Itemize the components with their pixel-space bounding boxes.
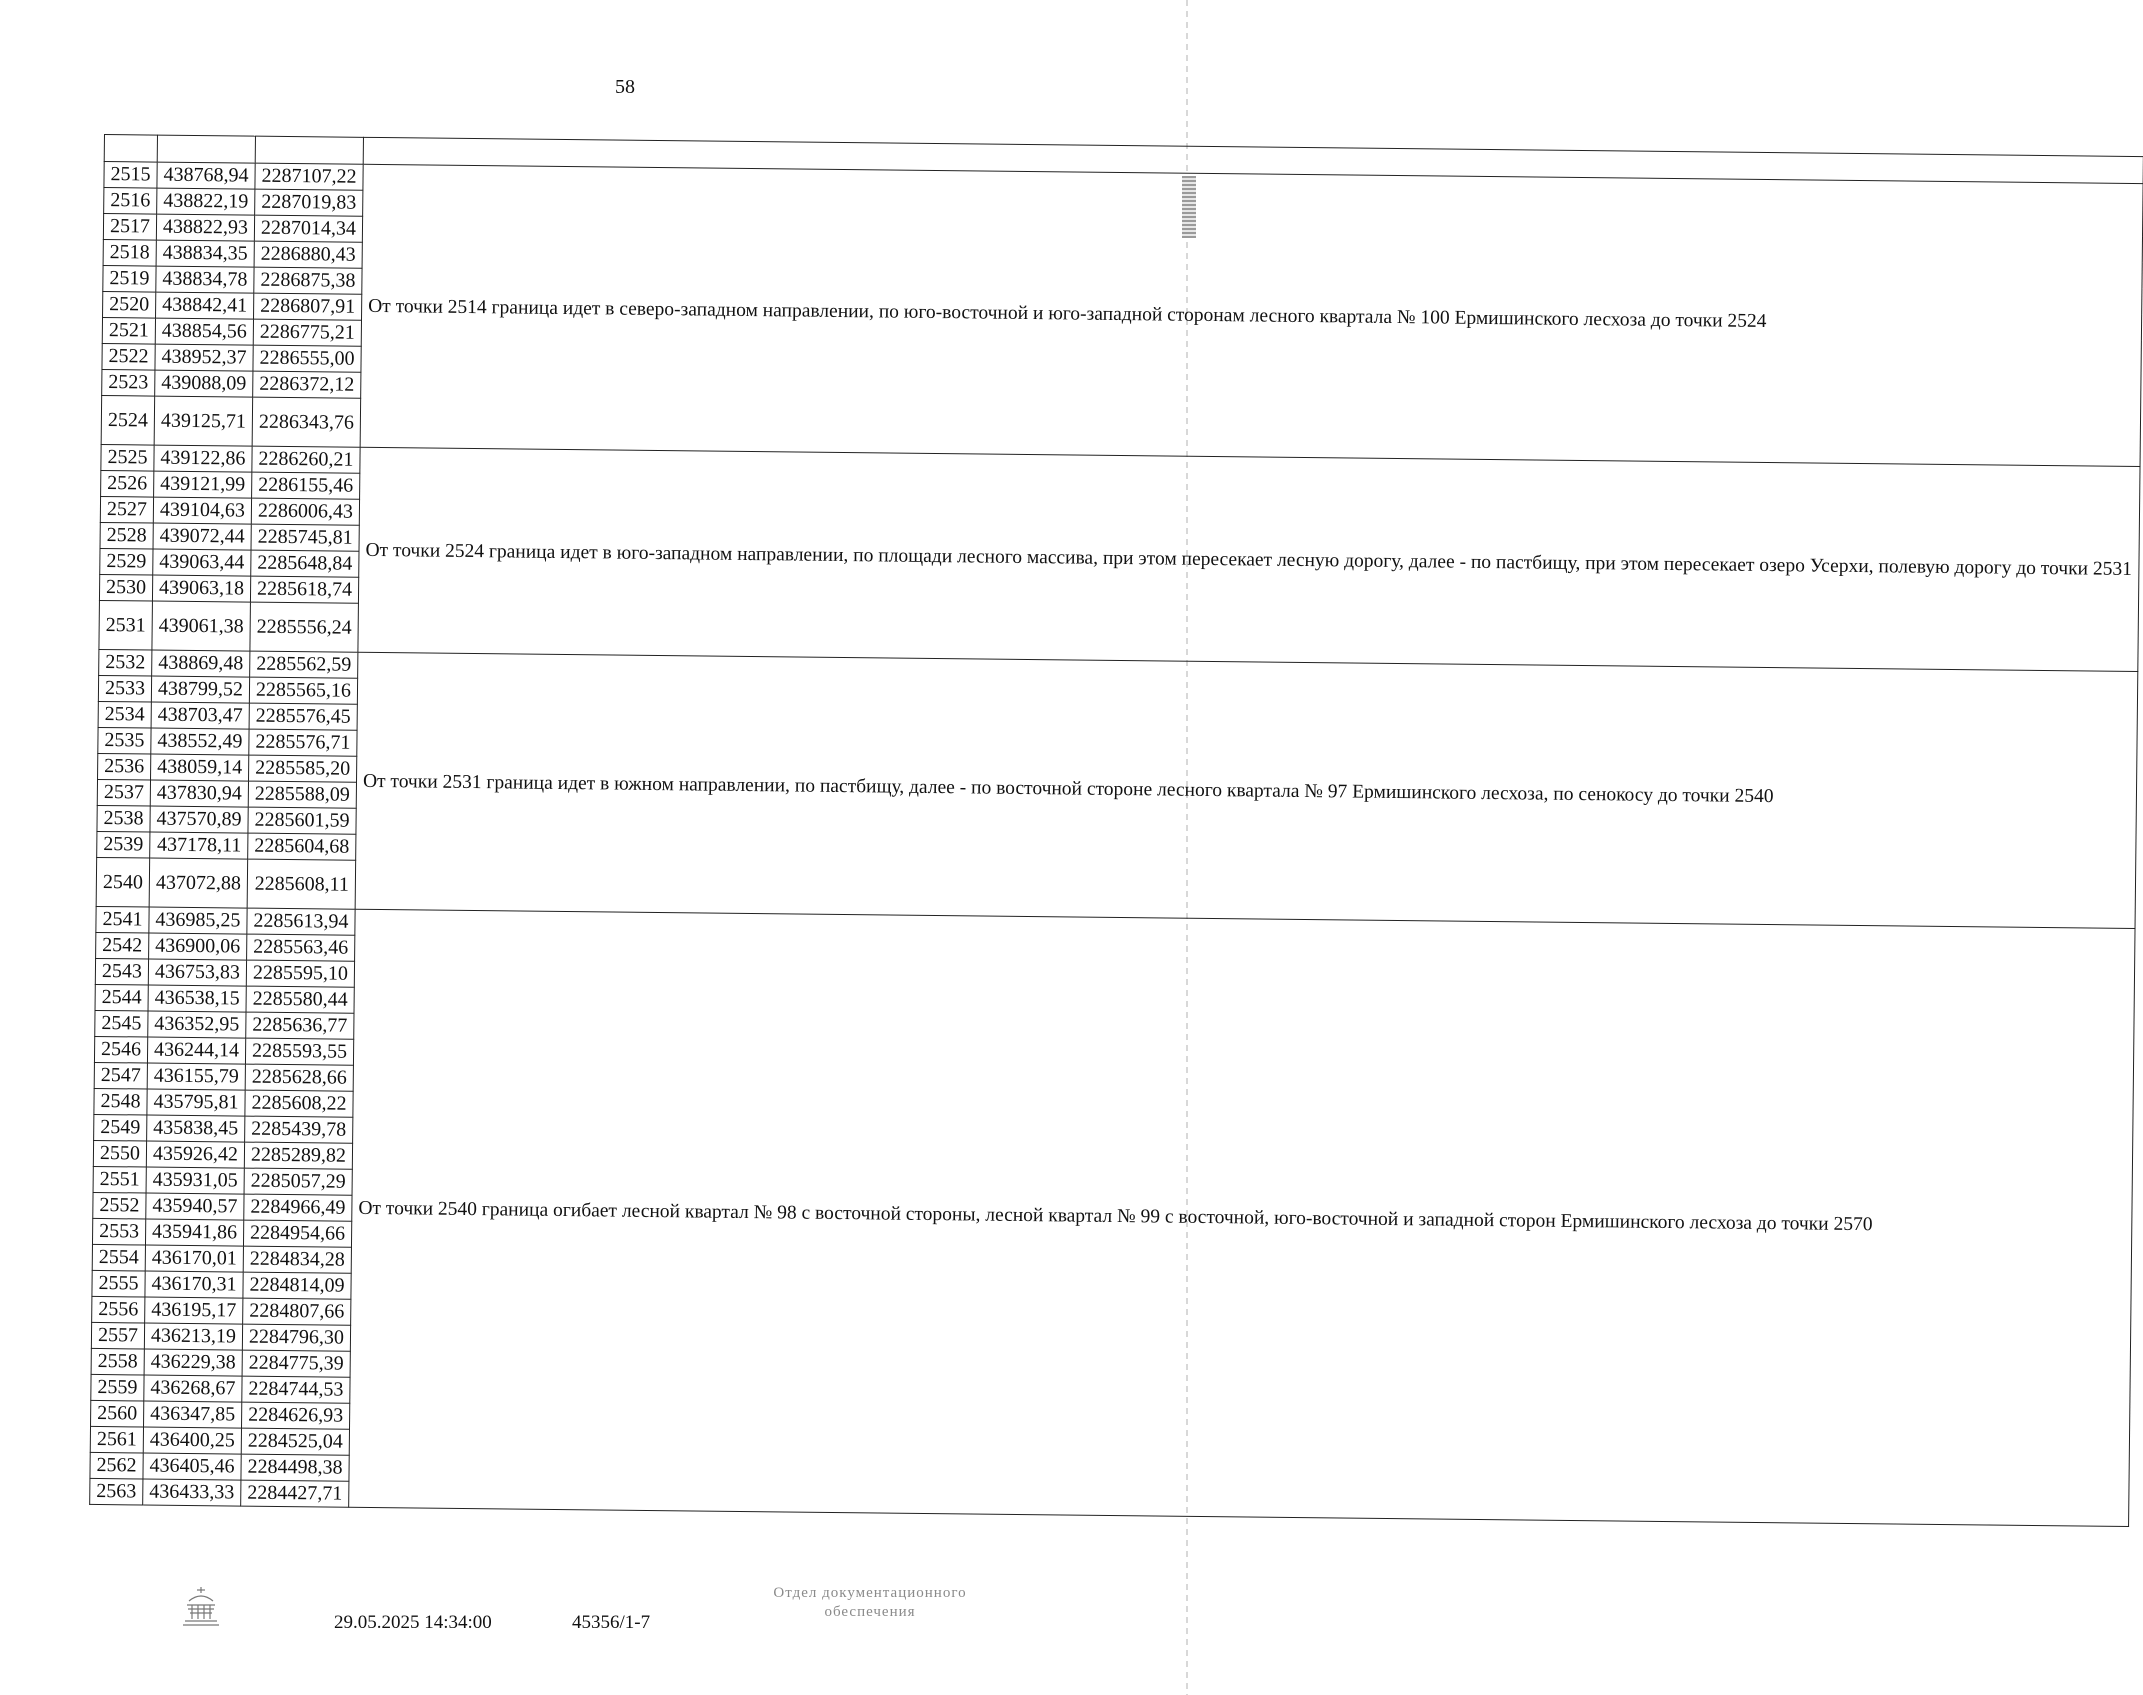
x-coordinate-cell: 436352,95 bbox=[148, 1011, 246, 1038]
header-cell-point bbox=[104, 135, 157, 163]
point-number-cell: 2537 bbox=[97, 779, 150, 806]
point-number-cell: 2523 bbox=[102, 369, 155, 396]
y-coordinate-cell: 2285576,45 bbox=[249, 703, 357, 730]
x-coordinate-cell: 436244,14 bbox=[147, 1037, 245, 1064]
y-coordinate-cell: 2285601,59 bbox=[248, 807, 356, 834]
x-coordinate-cell: 436985,25 bbox=[149, 907, 247, 934]
y-coordinate-cell: 2286372,12 bbox=[253, 371, 361, 398]
point-number-cell: 2520 bbox=[103, 291, 156, 318]
y-coordinate-cell: 2285562,59 bbox=[250, 651, 358, 678]
x-coordinate-cell: 439125,71 bbox=[154, 396, 253, 446]
x-coordinate-cell: 435940,57 bbox=[146, 1193, 244, 1220]
y-coordinate-cell: 2287019,83 bbox=[255, 189, 363, 216]
y-coordinate-cell: 2285057,29 bbox=[244, 1168, 352, 1195]
stamp-line-2: обеспечения bbox=[824, 1604, 916, 1620]
y-coordinate-cell: 2286155,46 bbox=[252, 472, 360, 499]
y-coordinate-cell: 2284498,38 bbox=[241, 1454, 349, 1481]
point-number-cell: 2538 bbox=[97, 805, 150, 832]
y-coordinate-cell: 2285618,74 bbox=[250, 576, 358, 603]
point-number-cell: 2550 bbox=[93, 1140, 146, 1167]
x-coordinate-cell: 437570,89 bbox=[150, 806, 248, 833]
footer-document-number: 45356/1-7 bbox=[572, 1612, 651, 1633]
y-coordinate-cell: 2284814,09 bbox=[243, 1272, 351, 1299]
point-number-cell: 2545 bbox=[95, 1010, 148, 1037]
point-number-cell: 2540 bbox=[96, 857, 150, 907]
point-number-cell: 2527 bbox=[100, 496, 153, 523]
department-stamp bbox=[700, 1584, 1040, 1622]
y-coordinate-cell: 2285648,84 bbox=[251, 550, 359, 577]
stamp-line-1: Отдел документационного bbox=[773, 1585, 967, 1601]
y-coordinate-cell: 2287014,34 bbox=[254, 215, 362, 242]
x-coordinate-cell: 435795,81 bbox=[147, 1089, 245, 1116]
y-coordinate-cell: 2285439,78 bbox=[245, 1116, 353, 1143]
y-coordinate-cell: 2285588,09 bbox=[248, 781, 356, 808]
point-number-cell: 2541 bbox=[96, 906, 149, 933]
y-coordinate-cell: 2287107,22 bbox=[255, 163, 363, 190]
coordinates-table-wrapper bbox=[89, 134, 2143, 1527]
x-coordinate-cell: 435926,42 bbox=[146, 1141, 244, 1168]
point-number-cell: 2561 bbox=[90, 1426, 143, 1453]
y-coordinate-cell: 2285556,24 bbox=[250, 602, 359, 652]
y-coordinate-cell: 2284775,39 bbox=[242, 1350, 350, 1377]
x-coordinate-cell: 436229,38 bbox=[144, 1349, 242, 1376]
y-coordinate-cell: 2285289,82 bbox=[244, 1142, 352, 1169]
x-coordinate-cell: 436213,19 bbox=[144, 1323, 242, 1350]
point-number-cell: 2525 bbox=[101, 444, 154, 471]
point-number-cell: 2544 bbox=[95, 984, 148, 1011]
point-number-cell: 2539 bbox=[97, 831, 150, 858]
point-number-cell: 2557 bbox=[91, 1322, 144, 1349]
x-coordinate-cell: 438952,37 bbox=[155, 344, 253, 371]
x-coordinate-cell: 438552,49 bbox=[151, 728, 249, 755]
point-number-cell: 2559 bbox=[91, 1374, 144, 1401]
y-coordinate-cell: 2285604,68 bbox=[248, 833, 356, 860]
x-coordinate-cell: 436195,17 bbox=[145, 1297, 243, 1324]
point-number-cell: 2522 bbox=[102, 343, 155, 370]
x-coordinate-cell: 436400,25 bbox=[143, 1427, 241, 1454]
point-number-cell: 2558 bbox=[91, 1348, 144, 1375]
point-number-cell: 2546 bbox=[94, 1036, 147, 1063]
point-number-cell: 2555 bbox=[92, 1270, 145, 1297]
x-coordinate-cell: 438822,19 bbox=[157, 188, 255, 215]
x-coordinate-cell: 439061,38 bbox=[152, 601, 251, 651]
y-coordinate-cell: 2286875,38 bbox=[254, 267, 362, 294]
boundary-description-cell: От точки 2514 граница идет в северо-западном направлении, по юго-восточной и юго-западной сторонам лесного квартала № 100 Ермишинского лесхоза до точки 2524 bbox=[360, 164, 2142, 466]
coordinates-table bbox=[89, 134, 2143, 1527]
point-number-cell: 2552 bbox=[93, 1192, 146, 1219]
y-coordinate-cell: 2284954,66 bbox=[243, 1220, 351, 1247]
x-coordinate-cell: 436268,67 bbox=[144, 1375, 242, 1402]
point-number-cell: 2543 bbox=[95, 958, 148, 985]
y-coordinate-cell: 2285593,55 bbox=[245, 1038, 353, 1065]
point-number-cell: 2536 bbox=[98, 753, 151, 780]
point-number-cell: 2556 bbox=[92, 1296, 145, 1323]
point-number-cell: 2530 bbox=[99, 574, 152, 601]
y-coordinate-cell: 2284744,53 bbox=[242, 1376, 350, 1403]
x-coordinate-cell: 435838,45 bbox=[147, 1115, 245, 1142]
point-number-cell: 2563 bbox=[90, 1478, 143, 1505]
point-number-cell: 2526 bbox=[101, 470, 154, 497]
y-coordinate-cell: 2285585,20 bbox=[249, 755, 357, 782]
x-coordinate-cell: 435931,05 bbox=[146, 1167, 244, 1194]
point-number-cell: 2560 bbox=[91, 1400, 144, 1427]
x-coordinate-cell: 436538,15 bbox=[148, 985, 246, 1012]
y-coordinate-cell: 2286807,91 bbox=[254, 293, 362, 320]
point-number-cell: 2535 bbox=[98, 727, 151, 754]
y-coordinate-cell: 2284966,49 bbox=[244, 1194, 352, 1221]
x-coordinate-cell: 436433,33 bbox=[143, 1479, 241, 1506]
x-coordinate-cell: 439122,86 bbox=[154, 445, 252, 472]
x-coordinate-cell: 436753,83 bbox=[148, 959, 246, 986]
x-coordinate-cell: 438834,35 bbox=[156, 240, 254, 267]
coordinates-table-body bbox=[90, 135, 2143, 1527]
x-coordinate-cell: 437830,94 bbox=[150, 780, 248, 807]
y-coordinate-cell: 2285745,81 bbox=[251, 524, 359, 551]
x-coordinate-cell: 437072,88 bbox=[149, 858, 248, 908]
y-coordinate-cell: 2285628,66 bbox=[245, 1064, 353, 1091]
x-coordinate-cell: 436347,85 bbox=[144, 1401, 242, 1428]
point-number-cell: 2532 bbox=[99, 649, 152, 676]
y-coordinate-cell: 2286555,00 bbox=[253, 345, 361, 372]
x-coordinate-cell: 439063,44 bbox=[153, 549, 251, 576]
x-coordinate-cell: 438059,14 bbox=[151, 754, 249, 781]
x-coordinate-cell: 435941,86 bbox=[145, 1219, 243, 1246]
y-coordinate-cell: 2284834,28 bbox=[243, 1246, 351, 1273]
point-number-cell: 2515 bbox=[104, 162, 157, 189]
point-number-cell: 2516 bbox=[104, 188, 157, 215]
y-coordinate-cell: 2285565,16 bbox=[249, 677, 357, 704]
point-number-cell: 2517 bbox=[103, 214, 156, 241]
y-coordinate-cell: 2286006,43 bbox=[251, 498, 359, 525]
boundary-description-cell: От точки 2524 граница идет в юго-западном направлении, по площади лесного массива, при этом пересекает лесную дорогу, далее - по пастбищу, при этом пересекает озеро Усерхи, полевую дорогу до точки 2531 bbox=[358, 447, 2140, 671]
x-coordinate-cell: 436170,31 bbox=[145, 1271, 243, 1298]
y-coordinate-cell: 2286775,21 bbox=[253, 319, 361, 346]
boundary-description-cell: От точки 2540 граница огибает лесной квартал № 98 с восточной стороны, лесной квартал № 99 с восточной, юго-восточной и западной сторон Ермишинского лесхоза до точки 2570 bbox=[349, 909, 2135, 1526]
point-number-cell: 2562 bbox=[90, 1452, 143, 1479]
y-coordinate-cell: 2285613,94 bbox=[247, 908, 355, 935]
x-coordinate-cell: 439104,63 bbox=[153, 497, 251, 524]
y-coordinate-cell: 2284525,04 bbox=[241, 1428, 349, 1455]
x-coordinate-cell: 438768,94 bbox=[157, 162, 255, 189]
x-coordinate-cell: 436900,06 bbox=[149, 933, 247, 960]
x-coordinate-cell: 439121,99 bbox=[154, 471, 252, 498]
y-coordinate-cell: 2285608,22 bbox=[245, 1090, 353, 1117]
point-number-cell: 2534 bbox=[98, 701, 151, 728]
y-coordinate-cell: 2285608,11 bbox=[247, 859, 356, 909]
x-coordinate-cell: 436155,79 bbox=[147, 1063, 245, 1090]
point-number-cell: 2548 bbox=[94, 1088, 147, 1115]
y-coordinate-cell: 2286260,21 bbox=[252, 446, 360, 473]
y-coordinate-cell: 2284796,30 bbox=[242, 1324, 350, 1351]
x-coordinate-cell: 439063,18 bbox=[152, 575, 250, 602]
y-coordinate-cell: 2285576,71 bbox=[249, 729, 357, 756]
point-number-cell: 2528 bbox=[100, 522, 153, 549]
x-coordinate-cell: 438869,48 bbox=[152, 650, 250, 677]
point-number-cell: 2521 bbox=[102, 317, 155, 344]
point-number-cell: 2554 bbox=[92, 1244, 145, 1271]
y-coordinate-cell: 2284626,93 bbox=[242, 1402, 350, 1429]
point-number-cell: 2542 bbox=[96, 932, 149, 959]
point-number-cell: 2533 bbox=[98, 675, 151, 702]
header-cell-x bbox=[157, 135, 255, 163]
x-coordinate-cell: 436170,01 bbox=[145, 1245, 243, 1272]
header-cell-y bbox=[255, 136, 363, 164]
x-coordinate-cell: 438834,78 bbox=[156, 266, 254, 293]
x-coordinate-cell: 438854,56 bbox=[155, 318, 253, 345]
point-number-cell: 2551 bbox=[93, 1166, 146, 1193]
y-coordinate-cell: 2286880,43 bbox=[254, 241, 362, 268]
y-coordinate-cell: 2285563,46 bbox=[247, 934, 355, 961]
y-coordinate-cell: 2284807,66 bbox=[243, 1298, 351, 1325]
point-number-cell: 2524 bbox=[101, 395, 155, 445]
y-coordinate-cell: 2284427,71 bbox=[241, 1480, 349, 1507]
y-coordinate-cell: 2285595,10 bbox=[246, 960, 354, 987]
x-coordinate-cell: 438799,52 bbox=[151, 676, 249, 703]
y-coordinate-cell: 2285636,77 bbox=[246, 1012, 354, 1039]
point-number-cell: 2529 bbox=[100, 548, 153, 575]
y-coordinate-cell: 2286343,76 bbox=[252, 397, 361, 447]
x-coordinate-cell: 438822,93 bbox=[156, 214, 254, 241]
footer-datetime: 29.05.2025 14:34:00 bbox=[334, 1612, 492, 1633]
y-coordinate-cell: 2285580,44 bbox=[246, 986, 354, 1013]
boundary-description-cell: От точки 2531 граница идет в южном направлении, по пастбищу, далее - по восточной стороне лесного квартала № 97 Ермишинского лесхоза, по сенокосу до точки 2540 bbox=[355, 652, 2137, 928]
point-number-cell: 2519 bbox=[103, 265, 156, 292]
x-coordinate-cell: 436405,46 bbox=[143, 1453, 241, 1480]
page-number: 58 bbox=[615, 76, 635, 98]
point-number-cell: 2518 bbox=[103, 239, 156, 266]
x-coordinate-cell: 437178,11 bbox=[150, 832, 248, 859]
emblem-icon bbox=[180, 1583, 222, 1627]
point-number-cell: 2547 bbox=[94, 1062, 147, 1089]
x-coordinate-cell: 439088,09 bbox=[155, 370, 253, 397]
point-number-cell: 2553 bbox=[92, 1218, 145, 1245]
x-coordinate-cell: 439072,44 bbox=[153, 523, 251, 550]
x-coordinate-cell: 438703,47 bbox=[151, 702, 249, 729]
x-coordinate-cell: 438842,41 bbox=[156, 292, 254, 319]
point-number-cell: 2549 bbox=[94, 1114, 147, 1141]
point-number-cell: 2531 bbox=[99, 600, 153, 650]
